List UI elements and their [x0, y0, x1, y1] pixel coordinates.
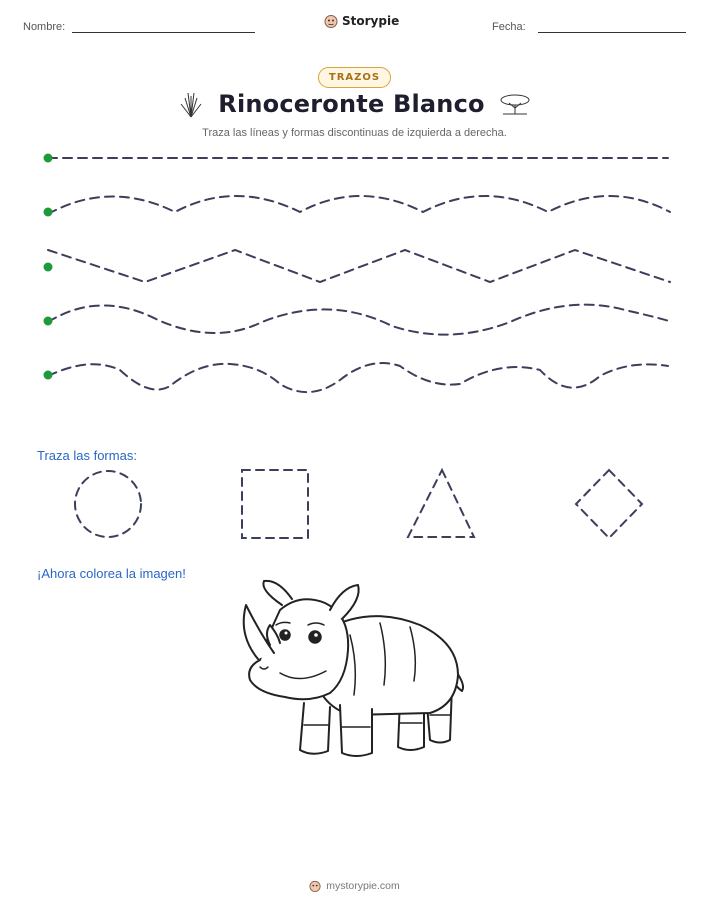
name-line[interactable]	[72, 32, 255, 33]
instructions: Traza las líneas y formas discontinuas de izquierda a derecha.	[202, 127, 507, 139]
diamond-shape	[576, 470, 642, 538]
storypie-logo-icon	[324, 14, 338, 28]
tracing-shapes	[0, 462, 709, 547]
tracing-lines	[0, 140, 709, 400]
coloring-heading: ¡Ahora colorea la imagen!	[37, 566, 186, 581]
page-title: Rinoceronte Blanco	[218, 90, 485, 118]
shapes-heading: Traza las formas:	[37, 448, 137, 463]
start-dot	[44, 317, 53, 326]
tracing-line-wave-2	[48, 305, 672, 335]
brand-logo	[324, 14, 399, 28]
tracing-line-zigzag	[48, 250, 670, 282]
triangle-shape	[408, 470, 474, 537]
brand-name: Storypie	[342, 14, 400, 28]
square-shape	[242, 470, 308, 538]
start-dot	[44, 371, 53, 380]
circle-shape	[75, 471, 141, 537]
acacia-tree-icon	[499, 92, 531, 116]
rhino-coloring-image	[230, 575, 470, 765]
category-badge: TRAZOS	[318, 67, 391, 88]
start-dot	[44, 263, 53, 272]
name-label: Nombre:	[23, 21, 66, 33]
footer	[309, 880, 400, 892]
date-label: Fecha:	[492, 21, 526, 33]
grass-icon	[178, 90, 204, 118]
storypie-logo-icon	[309, 880, 321, 892]
tracing-line-wave-deep	[48, 363, 668, 392]
start-dot	[44, 208, 53, 217]
date-line[interactable]	[538, 32, 686, 33]
footer-url[interactable]: mystorypie.com	[326, 880, 400, 892]
tracing-line-wave	[48, 196, 670, 214]
start-dot	[44, 154, 53, 163]
